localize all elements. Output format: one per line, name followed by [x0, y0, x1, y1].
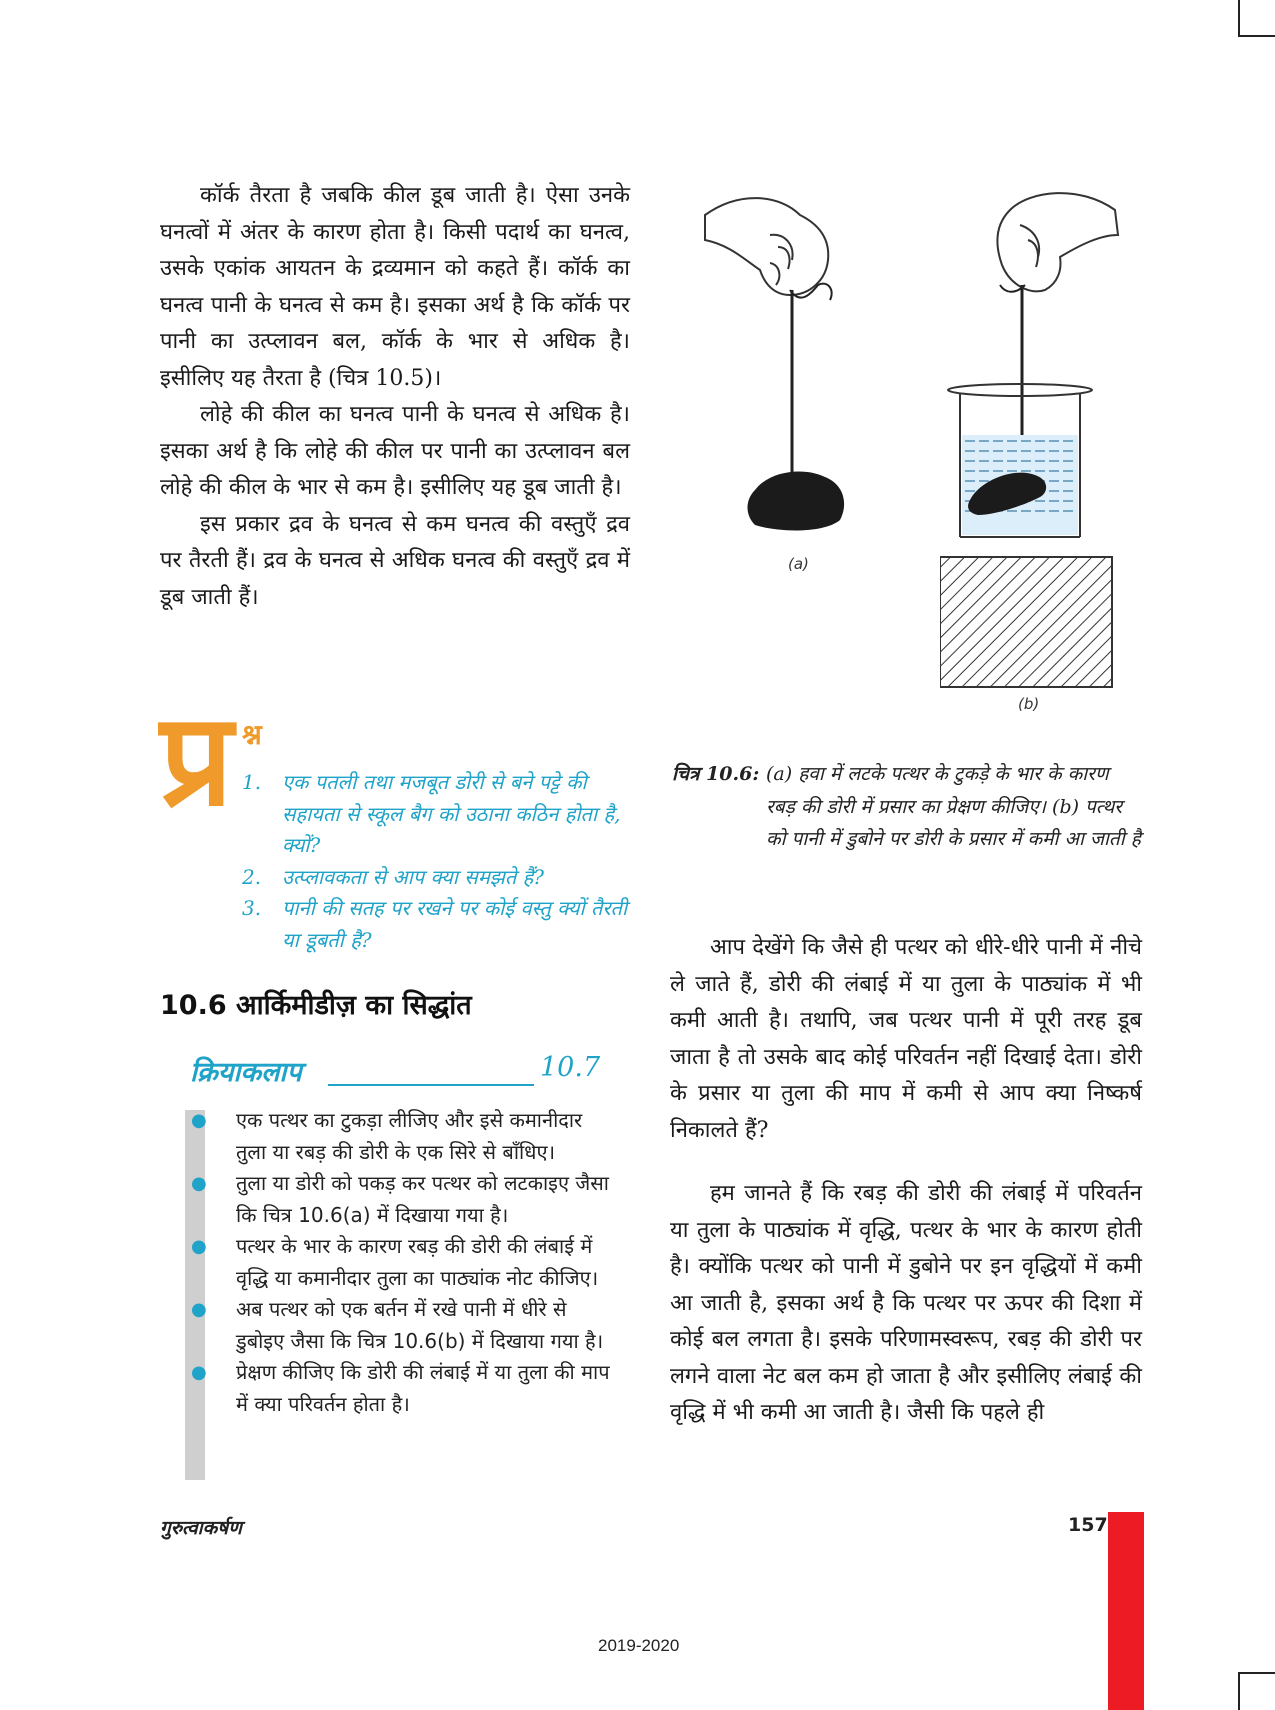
bullet-icon: ● — [191, 1362, 207, 1383]
crop-mark-bottom-right-h — [1238, 1672, 1275, 1674]
activity-item — [190, 1294, 610, 1357]
activity-text: तुला या डोरी को पकड़ कर पत्थर को लटकाइए जैसा कि चित्र 10.6(a) में दिखाया गया है। — [236, 1171, 609, 1227]
figure-b-label: (b) — [1018, 695, 1040, 713]
stone-icon — [748, 471, 845, 530]
beaker-rim — [948, 384, 1092, 396]
paragraph-conclusion: इस प्रकार द्रव के घनत्व से कम घनत्व की वस्तुएँ द्रव पर तैरती हैं। द्रव के घनत्व से अधिक घनत्व की वस्तुएँ द्रव में डूब जाती हैं। — [160, 511, 630, 610]
activity-list — [190, 1105, 610, 1420]
bullet-icon: ● — [191, 1110, 207, 1131]
bullet-icon: ● — [191, 1236, 207, 1257]
crop-mark-bottom-right-v — [1238, 1672, 1240, 1710]
figure-caption — [672, 758, 1142, 856]
activity-number: 10.7 — [540, 1052, 601, 1083]
paragraph-explanation: हम जानते हैं कि रबड़ की डोरी की लंबाई में परिवर्तन या तुला के पाठ्यांक में वृद्धि, पत्थर के भार के कारण होती है। क्योंकि पत्थर को पानी में डुबोने पर इन वृद्धियों में कमी आ जाती है, इसका अर्थ है कि पत्थर पर ऊपर की दिशा में कोई बल लगता है। इसके परिणामस्वरूप, रबड़ की डोरी पर लगने वाला नेट बल कम हो जाता है और इसीलिए लंबाई की वृद्धि में भी कमी आ जाती है। जैसी कि पहले ही — [670, 1181, 1142, 1425]
paragraph-iron-nail: लोहे की कील का घनत्व पानी के घनत्व से अधिक है। इसका अर्थ है कि लोहे की कील पर पानी का उत्प्लावन बल लोहे की कील के भार से कम है। इसीलिए यह डूब जाती है। — [160, 402, 630, 500]
support-block — [940, 557, 1112, 687]
paragraph-density: कॉर्क तैरता है जबकि कील डूब जाती है। ऐसा उनके घनत्वों में अंतर के कारण होता है। किसी पदार्थ का घनत्व, उसके एकांक आयतन के द्रव्यमान को कहते हैं। कॉर्क का घनत्व पानी के घनत्व से कम है। इसका अर्थ है कि कॉर्क पर पानी का उत्प्लावन बल, कॉर्क के भार से अधिक है। इसीलिए यह तैरता है (चित्र 10.5)। — [160, 183, 630, 391]
activity-item — [190, 1231, 610, 1294]
question-text: उत्प्लावकता से आप क्या समझते हैं? — [282, 864, 545, 889]
figure-a-stone-in-air — [700, 185, 900, 575]
question-big-letter: प्र — [160, 686, 233, 835]
activity-underline — [328, 1084, 534, 1086]
section-heading: 10.6 आर्किमीडीज़ का सिद्धांत — [160, 990, 472, 1021]
footer-chapter-name: गुरुत्वाकर्षण — [160, 1517, 242, 1539]
question-text: पानी की सतह पर रखने पर कोई वस्तु क्यों तैरती या डूबती है? — [282, 896, 628, 952]
question-item — [242, 862, 632, 894]
question-small-letters: श्न — [242, 718, 262, 751]
figure-a-label: (a) — [788, 555, 809, 573]
activity-label: क्रियाकलाप — [190, 1057, 302, 1088]
activity-item — [190, 1357, 610, 1420]
question-box — [160, 686, 630, 955]
hand-icon — [705, 198, 828, 295]
question-list — [242, 767, 632, 956]
crop-mark-top-right-v — [1238, 0, 1240, 36]
question-number: 2. — [242, 864, 262, 889]
footer-year: 2019-2020 — [598, 1636, 680, 1655]
question-number: 3. — [242, 896, 262, 920]
activity-text: प्रेक्षण कीजिए कि डोरी की लंबाई में या तुला की माप में क्या परिवर्तन होता है। — [236, 1360, 610, 1416]
activity-item — [190, 1105, 610, 1168]
activity-text: पत्थर के भार के कारण रबड़ की डोरी की लंबाई में वृद्धि या कमानीदार तुला का पाठ्यांक नोट कीजिए। — [236, 1234, 599, 1290]
footer-page-number: 157 — [1068, 1514, 1108, 1536]
caption-label: चित्र 10.6: — [672, 763, 760, 785]
activity-header — [190, 1052, 610, 1092]
hand-icon — [997, 193, 1118, 291]
crop-mark-top-right-h — [1238, 35, 1275, 37]
chapter-tab-marker — [1108, 1512, 1144, 1710]
paragraph-observation: आप देखेंगे कि जैसे ही पत्थर को धीरे-धीरे पानी में नीचे ले जाते हैं, डोरी की लंबाई में या तुला के पाठ्यांक में भी कमी आती है। तथापि, जब पत्थर पानी में पूरी तरह डूब जाता है तो उसके बाद कोई परिवर्तन नहीं दिखाई देता। डोरी के प्रसार या तुला की माप में कमी से आप क्या निष्कर्ष निकालते हैं? — [670, 935, 1142, 1143]
figure-b-stone-in-water — [940, 185, 1120, 715]
bullet-icon: ● — [191, 1173, 207, 1194]
activity-text: एक पत्थर का टुकड़ा लीजिए और इसे कमानीदार तुला या रबड़ की डोरी के एक सिरे से बाँधिए। — [236, 1108, 583, 1164]
question-item — [242, 893, 632, 956]
caption-text: (a) हवा में लटके पत्थर के टुकड़े के भार के कारण रबड़ की डोरी में प्रसार का प्रेक्षण कीजिए। (b) पत्थर को पानी में डुबोने पर डोरी के प्रसार में कमी आ जाती है — [766, 763, 1141, 850]
activity-item — [190, 1168, 610, 1231]
left-text-column — [160, 178, 630, 616]
question-item — [242, 767, 632, 862]
bullet-icon: ● — [191, 1299, 207, 1320]
question-number: 1. — [242, 770, 262, 794]
question-text: एक पतली तथा मजबूत डोरी से बने पट्टे की सहायता से स्कूल बैग को उठाना कठिन होता है, क्यों? — [282, 770, 621, 857]
activity-text: अब पत्थर को एक बर्तन में रखे पानी में धीरे से डुबोइए जैसा कि चित्र 10.6(b) में दिखाया गया है। — [236, 1297, 604, 1353]
